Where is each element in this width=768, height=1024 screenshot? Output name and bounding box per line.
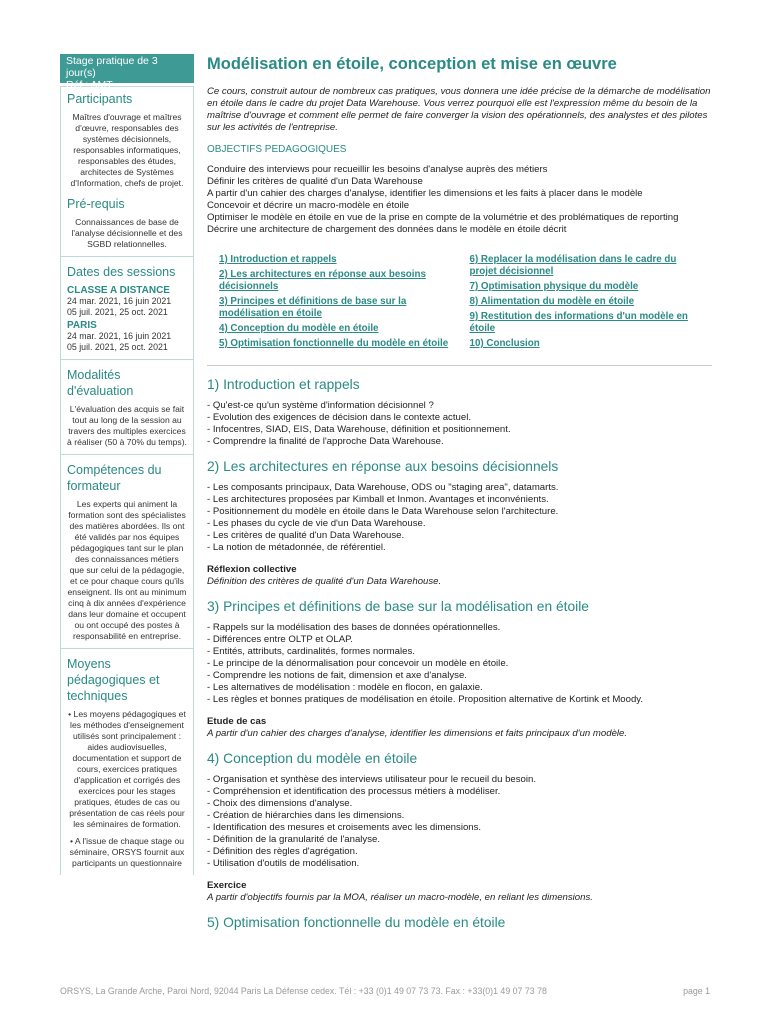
list-item: - Définition de la granularité de l'analyse. [207, 834, 381, 845]
section-3-activity-heading: Etude de cas [207, 716, 267, 727]
dates-section [60, 257, 194, 360]
dates-title: Dates des sessions [67, 265, 176, 279]
objective-item: Conduire des interviews pour recueillir les besoins d'analyse auprès des métiers [207, 164, 548, 175]
dates-paris-line2: 05 juil. 2021, 25 oct. 2021 [67, 342, 168, 352]
section-3-title: 3) Principes et définitions de base sur la modélisation en étoile [207, 599, 589, 614]
dates-classe-line2: 05 juil. 2021, 25 oct. 2021 [67, 307, 168, 317]
divider [207, 365, 712, 366]
section-2-activity-text: Définition des critères de qualité d'un Data Warehouse. [207, 576, 442, 587]
objective-item: Optimiser le modèle en étoile en vue de la prise en compte de la volumétrie et des problématiques de reporting [207, 212, 679, 223]
toc-link-5[interactable]: 5) Optimisation fonctionnelle du modèle en étoile [219, 338, 449, 349]
teaching-means-section [60, 649, 194, 875]
section-4-title: 4) Conception du modèle en étoile [207, 751, 418, 766]
dates-classe-line1: 24 mar. 2021, 16 juin 2021 [67, 296, 172, 306]
intro-paragraph: Ce cours, construit autour de nombreux cas pratiques, vous donnera une idée précise de la démarche de modélisation en étoile dans le cadre du projet Data Warehouse. Vous verrez pourquoi elle est l'expression même du besoin de la maîtrise d'ouvrage et comment elle permet de faire converger la vision des opérationnels, des analystes et des pilotes sur les activités de l'entreprise. [207, 86, 711, 133]
trainer-skills-text: Les experts qui animent la formation sont des spécialistes des matières abordées. Ils ont été validés par nos équipes pédagogiques tant sur le plan des connaissances métiers que sur celui de la pédagogie, et ce pour chaque cours qu'ils enseignent. Ils ont au minimum cinq à dix années d'expérience dans leur domaine et occupent ou ont occupé des postes à responsabilité en entreprise. [67, 499, 187, 641]
evaluation-title: Modalités d'évaluation [67, 368, 134, 398]
list-item: - Définition des règles d'agrégation. [207, 846, 358, 857]
teaching-means-title: Moyens pédagogiques et techniques [67, 657, 160, 703]
toc-link-6[interactable]: 6) Replacer la modélisation dans le cadre du projet décisionnel [469, 254, 677, 277]
objective-item: Décrire une architecture de chargement des données dans le modèle en étoile décrit [207, 224, 567, 235]
trainer-skills-section [60, 455, 194, 649]
participants-section [60, 86, 194, 257]
teaching-means-text1: • Les moyens pédagogiques et les méthodes d'enseignement utilisés sont principalement : aides audiovisuelles, documentation et support de cours, exercices pratiques d'application et corrigés des exercices pour les stages pratiques, études de cas ou présentation de cas réels pour les séminaires de formation. [68, 709, 186, 829]
list-item: - Identification des mesures et croisements avec les dimensions. [207, 822, 482, 833]
evaluation-text: L'évaluation des acquis se fait tout au long de la session au travers des multiples exercices à réaliser (50 à 70% du temps). [67, 404, 187, 447]
list-item: - Le principe de la dénormalisation pour concevoir un modèle en étoile. [207, 658, 509, 669]
list-item: - Compréhension et identification des processus métiers à modéliser. [207, 786, 501, 797]
list-item: - Les composants principaux, Data Warehouse, ODS ou "staging area", datamarts. [207, 482, 559, 493]
section-1-list [207, 400, 712, 448]
participants-text: Maîtres d'ouvrage et maîtres d'œuvre, responsables des systèmes décisionnels, responsables informatiques, responsables des études, architectes de Systèmes d'Information, chefs de projet. [70, 112, 184, 188]
course-ref: Réf : AMT [66, 79, 113, 91]
list-item: - Organisation et synthèse des interviews utilisateur pour le recueil du besoin. [207, 774, 537, 785]
section-2-title: 2) Les architectures en réponse aux besoins décisionnels [207, 459, 559, 474]
list-item: - La notion de métadonnée, de référentiel. [207, 542, 386, 553]
toc-link-10[interactable]: 10) Conclusion [469, 338, 540, 349]
list-item: - Les phases du cycle de vie d'un Data Warehouse. [207, 518, 426, 529]
objective-item: Concevoir et décrire un macro-modèle en étoile [207, 200, 410, 211]
sidebar [60, 54, 194, 875]
toc-left-column [219, 254, 450, 353]
list-item: - Création de hiérarchies dans les dimensions. [207, 810, 405, 821]
list-item: - Entités, attributs, cardinalités, formes normales. [207, 646, 415, 657]
objectives-title: OBJECTIFS PEDAGOGIQUES [207, 144, 347, 155]
objective-item: Définir les critères de qualité d'un Data Warehouse [207, 176, 423, 187]
prereq-text: Connaissances de base de l'analyse décisionnelle et des SGBD relationnelles. [71, 217, 183, 249]
section-2-list [207, 482, 712, 554]
toc-link-4[interactable]: 4) Conception du modèle en étoile [219, 323, 379, 334]
teaching-means-text2: • A l'issue de chaque stage ou séminaire, ORSYS fournit aux participants un questionnaire [69, 836, 185, 868]
course-duration: Stage pratique de 3 jour(s) [66, 55, 158, 79]
footer-address: ORSYS, La Grande Arche, Paroi Nord, 92044 Paris La Défense cedex. Tél : +33 (0)1 49 07 73 73. Fax : +33(0)1 49 07 73 78 [60, 986, 547, 996]
list-item: - Choix des dimensions d'analyse. [207, 798, 353, 809]
objectives-list [207, 164, 712, 236]
section-3-list [207, 622, 712, 706]
toc-link-8[interactable]: 8) Alimentation du modèle en étoile [469, 296, 635, 307]
trainer-skills-title: Compétences du formateur [67, 463, 162, 493]
list-item: - Infocentres, SIAD, EIS, Data Warehouse, définition et positionnement. [207, 424, 511, 435]
list-item: - Les alternatives de modélisation : modèle en flocon, en galaxie. [207, 682, 483, 693]
toc-link-7[interactable]: 7) Optimisation physique du modèle [469, 281, 639, 292]
list-item: - Qu'est-ce qu'un système d'information décisionnel ? [207, 400, 434, 411]
dates-paris-label: PARIS [67, 320, 97, 331]
page-number: page 1 [683, 986, 710, 996]
page-title: Modélisation en étoile, conception et mise en œuvre [207, 55, 617, 73]
list-item: - Utilisation d'outils de modélisation. [207, 858, 360, 869]
list-item: - Rappels sur la modélisation des bases de données opérationnelles. [207, 622, 501, 633]
objective-item: A partir d'un cahier des charges d'analyse, identifier les dimensions et les faits à placer dans le modèle [207, 188, 643, 199]
toc-link-1[interactable]: 1) Introduction et rappels [219, 254, 337, 265]
section-4-list [207, 774, 712, 870]
section-4-activity-heading: Exercice [207, 880, 247, 891]
section-2-activity-heading: Réflexion collective [207, 564, 297, 575]
section-3-activity-text: A partir d'un cahier des charges d'analyse, identifier les dimensions et faits principaux d'un modèle. [207, 728, 628, 739]
list-item: - Positionnement du modèle en étoile dans le Data Warehouse selon l'architecture. [207, 506, 559, 517]
toc-link-3[interactable]: 3) Principes et définitions de base sur la modélisation en étoile [219, 296, 407, 319]
toc-right-column [470, 254, 701, 353]
list-item: - Evolution des exigences de décision dans le contexte actuel. [207, 412, 471, 423]
list-item: - Les architectures proposées par Kimball et Inmon. Avantages et inconvénients. [207, 494, 549, 505]
list-item: - Comprendre la finalité de l'approche Data Warehouse. [207, 436, 444, 447]
toc-link-2[interactable]: 2) Les architectures en réponse aux besoins décisionnels [219, 269, 426, 292]
table-of-contents [207, 254, 712, 353]
list-item: - Les critères de qualité d'un Data Warehouse. [207, 530, 405, 541]
dates-paris-line1: 24 mar. 2021, 16 juin 2021 [67, 331, 172, 341]
course-ref-box [60, 54, 194, 91]
dates-classe-label: CLASSE A DISTANCE [67, 285, 170, 296]
section-4-activity-text: A partir d'objectifs fournis par la MOA, réaliser un macro-modèle, en reliant les dimensions. [207, 892, 593, 903]
section-1-title: 1) Introduction et rappels [207, 377, 360, 392]
list-item: - Comprendre les notions de fait, dimension et axe d'analyse. [207, 670, 467, 681]
footer [60, 986, 710, 996]
list-item: - Différences entre OLTP et OLAP. [207, 634, 353, 645]
prereq-title: Pré-requis [67, 197, 125, 211]
participants-title: Participants [67, 92, 133, 106]
toc-link-9[interactable]: 9) Restitution des informations d'un modèle en étoile [469, 311, 688, 334]
list-item: - Les règles et bonnes pratiques de modélisation en étoile. Proposition alternative de Kortink et Moody. [207, 694, 644, 705]
evaluation-section [60, 360, 194, 455]
section-5-title: 5) Optimisation fonctionnelle du modèle en étoile [207, 915, 506, 930]
main-content [207, 54, 712, 938]
